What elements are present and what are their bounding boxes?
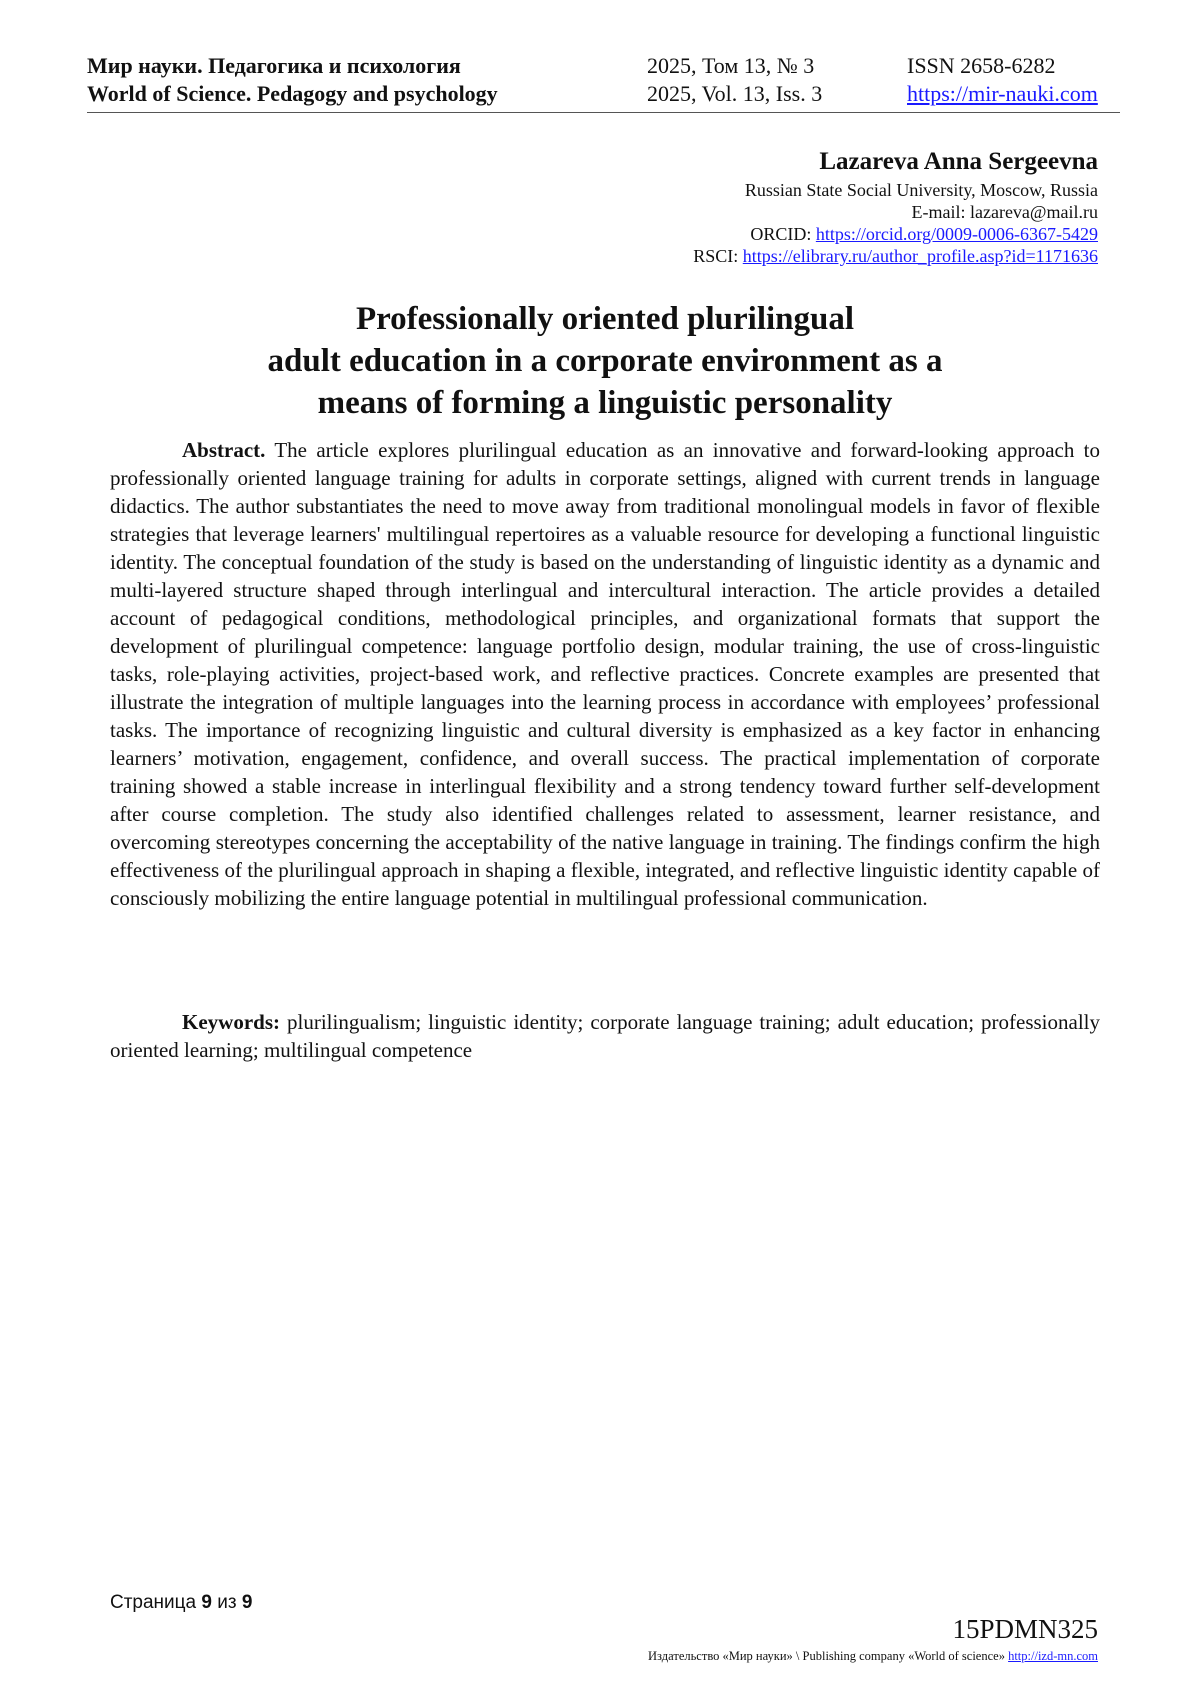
orcid-label: ORCID: — [750, 224, 816, 244]
publisher-line — [648, 1649, 1098, 1664]
title-line: means of forming a linguistic personality — [317, 385, 893, 421]
page-current: 9 — [201, 1592, 212, 1613]
journal-name-ru: Мир науки. Педагогика и психология — [87, 53, 461, 78]
issn-block — [907, 52, 1098, 108]
issn: ISSN 2658-6282 — [907, 53, 1056, 78]
issue-ru: 2025, Том 13, № 3 — [647, 53, 815, 78]
abstract-label: Abstract. — [182, 438, 266, 462]
page-number — [110, 1592, 252, 1614]
title-line: adult education in a corporate environment as a — [267, 343, 943, 379]
keywords — [110, 1008, 1100, 1064]
author-name: Lazareva Anna Sergeevna — [819, 148, 1098, 175]
author-email: E-mail: lazareva@mail.ru — [911, 202, 1098, 222]
rsci-link[interactable]: https://elibrary.ru/author_profile.asp?id=1171636 — [742, 246, 1098, 266]
journal-header — [87, 52, 1120, 113]
issue-block — [647, 52, 822, 108]
keywords-text: plurilingualism; linguistic identity; corporate language training; adult education; professionally oriented learning; multilingual competence — [110, 1010, 1100, 1062]
author-affiliation: Russian State Social University, Moscow, Russia — [744, 180, 1098, 200]
abstract — [110, 436, 1100, 912]
journal-name-block — [87, 52, 498, 108]
publisher-text: Издательство «Мир науки» \ Publishing company «World of science» — [648, 1649, 1009, 1663]
issue-en: 2025, Vol. 13, Iss. 3 — [647, 81, 823, 106]
page-word: Страница — [110, 1592, 202, 1613]
abstract-text: The article explores plurilingual education as an innovative and forward-looking approach to professionally oriented language training for adults in corporate settings, aligned with current trends in language didactics. The author substantiates the need to move away from traditional monolingual models in favor of flexible strategies that leverage learners' multilingual repertoires as a valuable resource for developing a functional linguistic identity. The conceptual foundation of the study is based on the understanding of linguistic identity as a dynamic and multi-layered structure shaped through interlingual and intercultural interaction. The article provides a detailed account of pedagogical conditions, methodological principles, and organizational formats that support the development of plurilingual competence: language portfolio design, modular training, the use of cross-linguistic tasks, role-playing activities, project-based work, and reflective practices. Concrete examples are presented that illustrate the integration of multiple languages into the learning process in accordance with employees’ professional tasks. The importance of recognizing linguistic and cultural diversity is emphasized as a key factor in enhancing learners’ motivation, engagement, confidence, and overall success. The practical implementation of corporate training showed a stable increase in interlingual flexibility and a strong tendency toward further self-development after course completion. The study also identified challenges related to assessment, learner resistance, and overcoming stereotypes concerning the acceptability of the native language in training. The findings confirm the high effectiveness of the plurilingual approach in shaping a flexible, integrated, and reflective linguistic identity capable of consciously mobilizing the entire language potential in multilingual professional communication. — [110, 438, 1100, 910]
author-rsci — [693, 245, 1098, 267]
article-code: 15PDMN325 — [952, 1614, 1098, 1644]
title-line: Professionally oriented plurilingual — [355, 301, 855, 337]
page-of: из — [211, 1592, 242, 1613]
author-block — [693, 145, 1098, 267]
keywords-label: Keywords: — [182, 1010, 280, 1034]
page-total: 9 — [241, 1592, 253, 1613]
orcid-link[interactable]: https://orcid.org/0009-0006-6367-5429 — [815, 224, 1098, 244]
publisher-link[interactable]: http://izd-mn.com — [1008, 1649, 1098, 1663]
journal-name-en: World of Science. Pedagogy and psychology — [87, 81, 498, 106]
author-orcid — [693, 223, 1098, 245]
journal-site-link[interactable]: https://mir-nauki.com — [907, 81, 1098, 106]
article-title — [180, 298, 1030, 424]
rsci-label: RSCI: — [693, 246, 743, 266]
